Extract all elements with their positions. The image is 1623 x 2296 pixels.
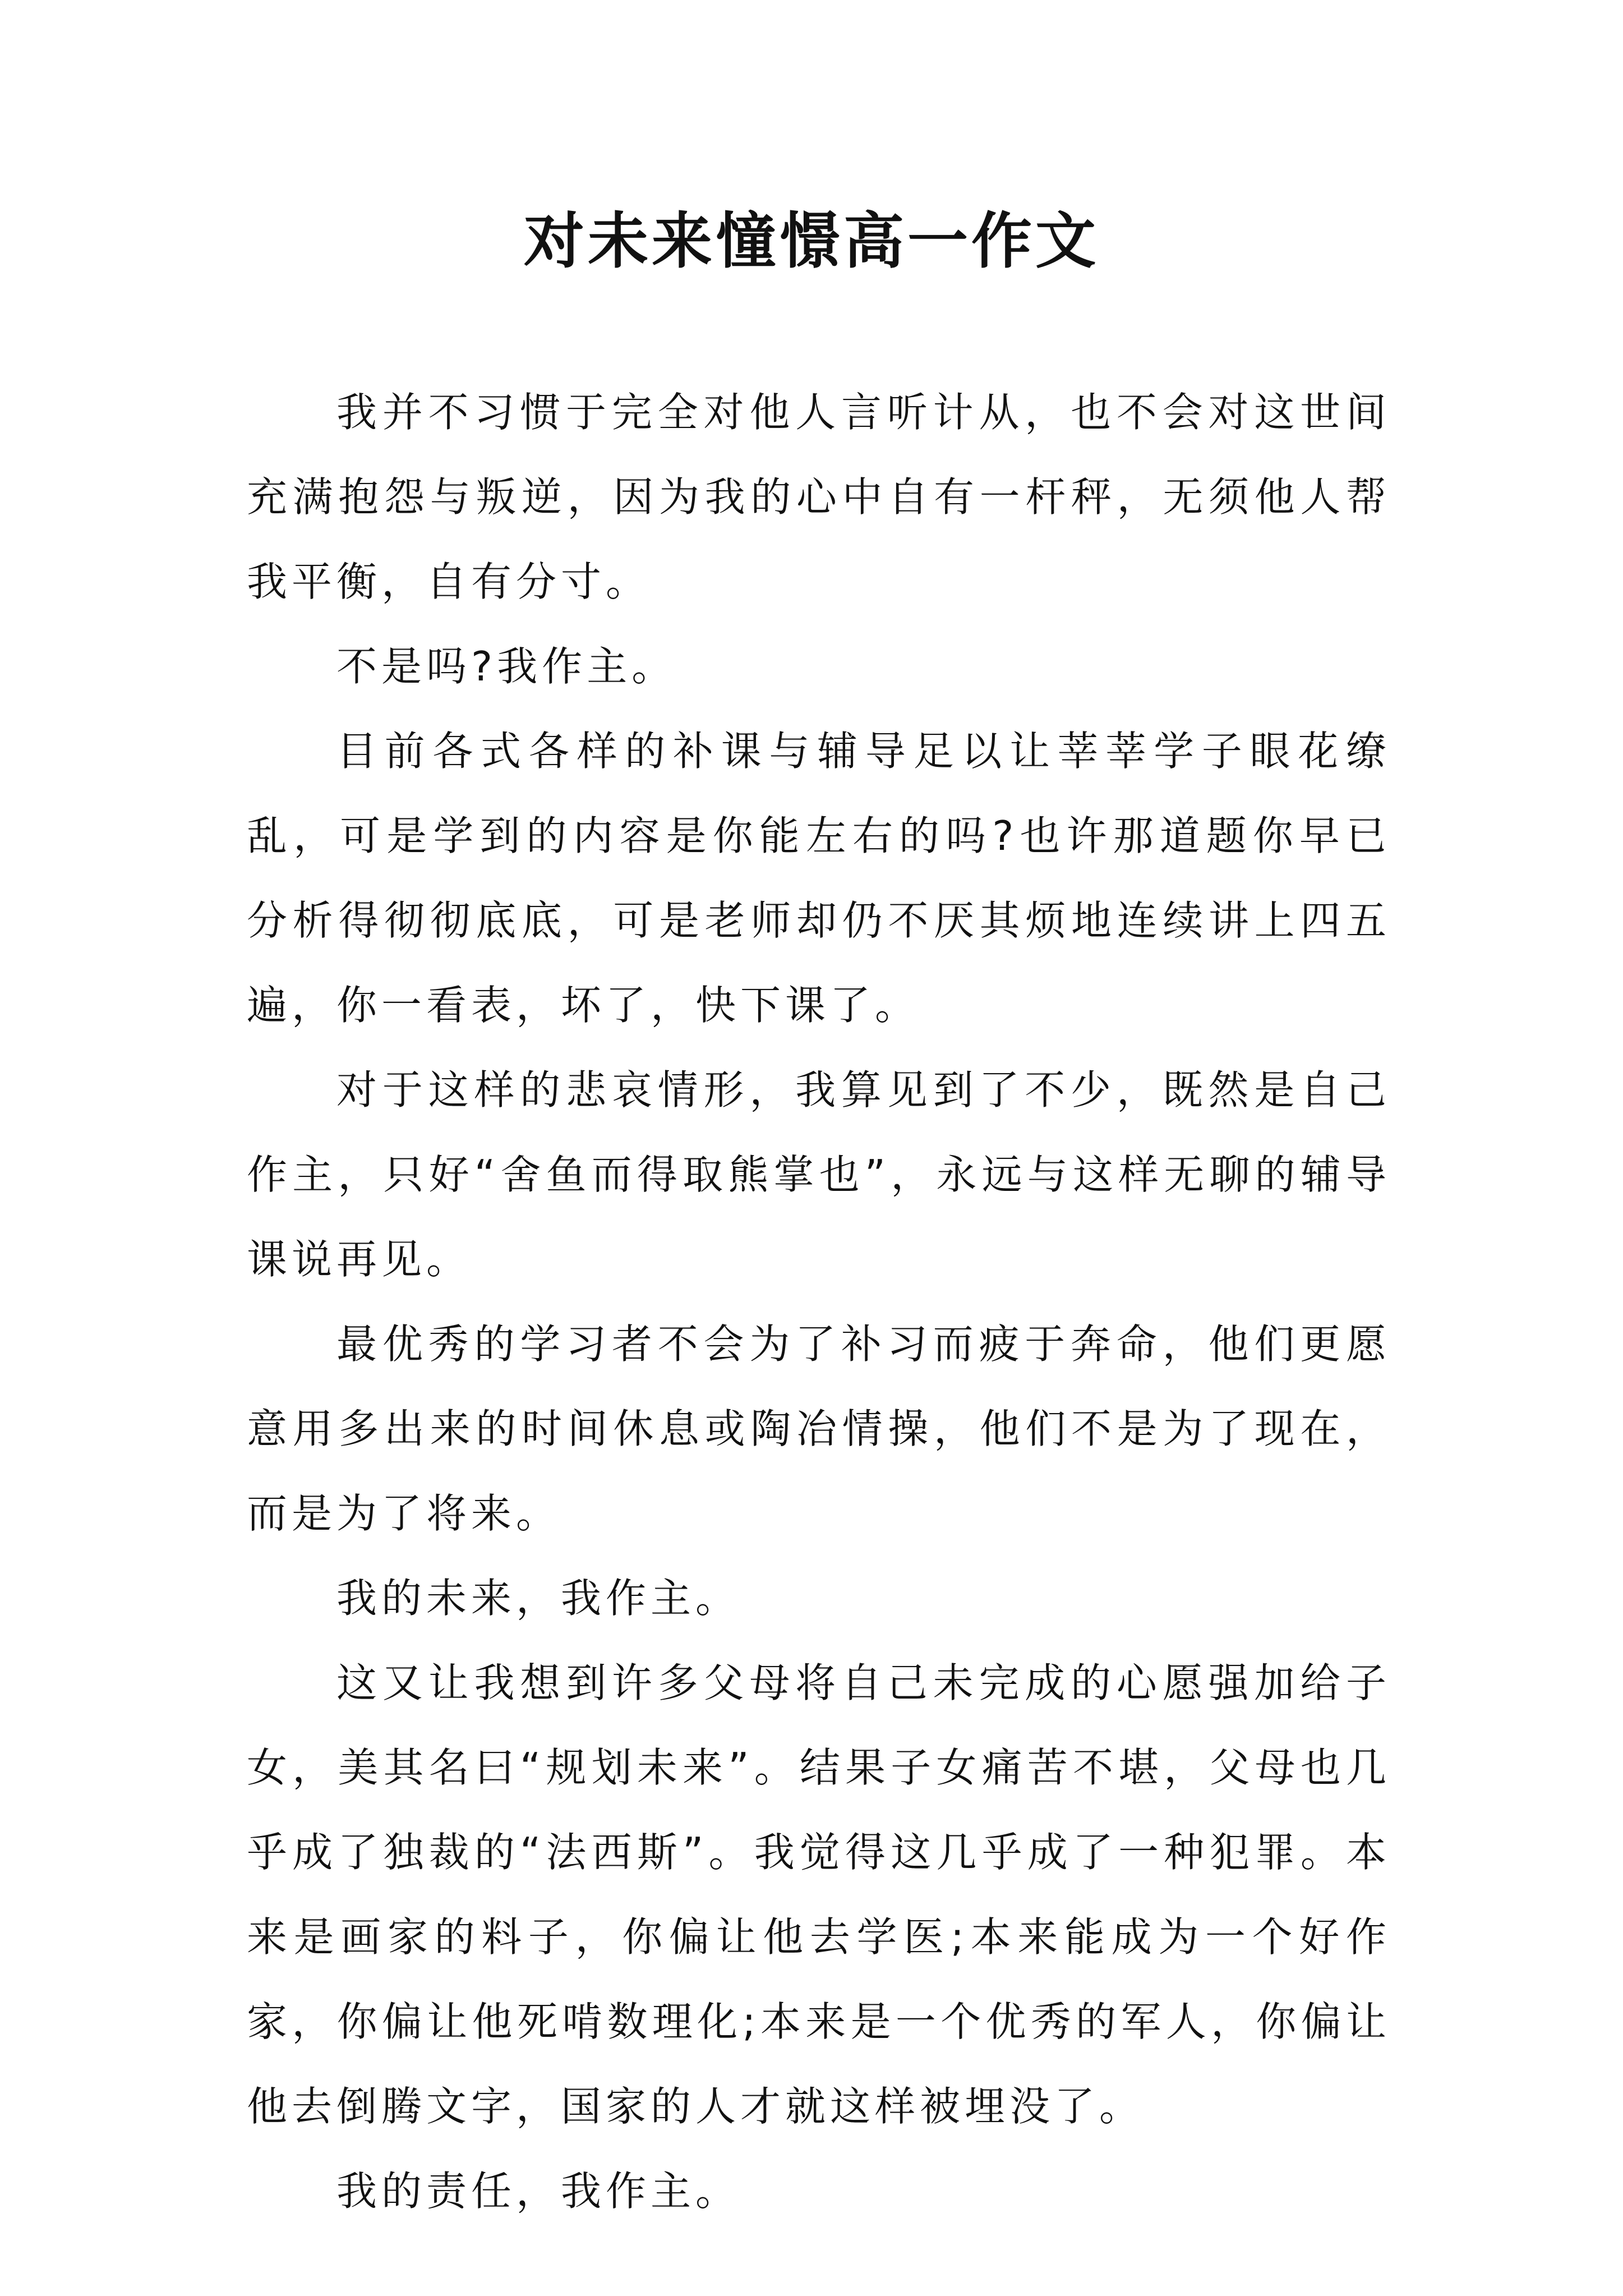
paragraph-2: 不是吗?我作主。 xyxy=(336,643,677,690)
paragraph-6: 我的未来，我作主。 xyxy=(336,1575,741,1622)
document-title: 对未来憧憬高一作文 xyxy=(523,206,1099,277)
paragraph-3: 目前各式各样的补课与辅导足以让莘莘学子眼花缭乱，可是学到的内容是你能左右的吗?也许那道题你早已分析得彻彻底底，可是老师却仍不厌其烦地连续讲上四五遍，你一看表，坏了，快下课了。 xyxy=(247,728,1391,1029)
paragraph-5: 最优秀的学习者不会为了补习而疲于奔命，他们更愿意用多出来的时间休息或陶冶情操，他们不是为了现在，而是为了将来。 xyxy=(247,1320,1391,1537)
paragraph-7: 这又让我想到许多父母将自己未完成的心愿强加给子女，美其名曰“规划未来”。结果子女痛苦不堪，父母也几乎成了独裁的“法西斯”。我觉得这几乎成了一种犯罪。本来是画家的料子，你偏让他去学医;本来能成为一个好作家，你偏让他死啃数理化;本来是一个优秀的军人，你偏让他去倒腾文字，国家的人才就这样被埋没了。 xyxy=(247,1659,1391,2130)
document-body xyxy=(247,370,1391,2234)
paragraph-8: 我的责任，我作主。 xyxy=(336,2168,741,2215)
paragraph-1: 我并不习惯于完全对他人言听计从，也不会对这世间充满抱怨与叛逆，因为我的心中自有一杆秤，无须他人帮我平衡，自有分寸。 xyxy=(247,389,1391,605)
paragraph-4: 对于这样的悲哀情形，我算见到了不少，既然是自己作主，只好“舍鱼而得取熊掌也”，永远与这样无聊的辅导课说再见。 xyxy=(247,1066,1391,1283)
